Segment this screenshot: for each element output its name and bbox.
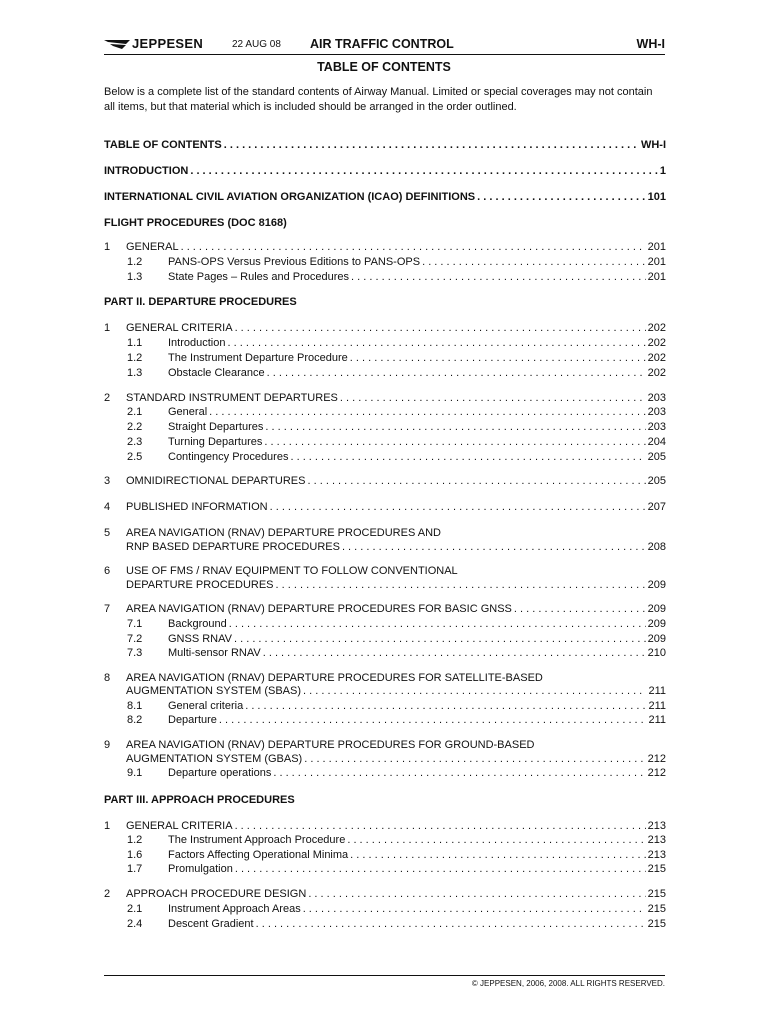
toc-entry-page: 211 — [648, 685, 666, 697]
toc-entry[interactable] — [104, 190, 666, 205]
toc-entry-page: 101 — [647, 191, 666, 203]
toc-entry[interactable] — [104, 819, 666, 834]
toc-entry-title: Obstacle Clearance — [168, 367, 265, 379]
toc-entry-page: 208 — [647, 541, 666, 553]
toc-entry-title: DEPARTURE PROCEDURES — [126, 579, 274, 591]
toc-entry-number: 9 — [104, 739, 111, 751]
toc-entry[interactable] — [104, 336, 666, 351]
toc-entry-title: The Instrument Departure Procedure — [168, 352, 348, 364]
toc-entry-page: 211 — [648, 700, 666, 712]
toc-entry-page: 205 — [647, 475, 666, 487]
toc-entry[interactable] — [104, 917, 666, 932]
brand-name: JEPPESEN — [132, 36, 204, 51]
toc-entry[interactable] — [104, 766, 666, 781]
toc-entry-title: INTERNATIONAL CIVIL AVIATION ORGANIZATION (ICAO) DEFINITIONS — [104, 191, 476, 203]
intro-paragraph: Below is a complete list of the standard contents of Airway Manual. Limited or special coverages may not contain all items, but that material which is included should be arranged in the order outlined. — [104, 86, 653, 113]
toc-entry-page: 213 — [647, 820, 666, 832]
toc-entry-title: Straight Departures — [168, 421, 264, 433]
toc-entry[interactable] — [104, 164, 666, 179]
toc-entry-title: GENERAL CRITERIA — [126, 820, 233, 832]
toc-entry-page: 212 — [647, 767, 666, 779]
toc-entry-number: 1 — [104, 322, 111, 334]
toc-entry-number: 1.2 — [127, 256, 143, 268]
toc-entry[interactable] — [104, 270, 666, 285]
section-heading: PART III. APPROACH PROCEDURES — [104, 794, 295, 806]
section-heading: FLIGHT PROCEDURES (DOC 8168) — [104, 217, 287, 229]
toc-entry-title: GENERAL CRITERIA — [126, 322, 233, 334]
toc-entry-title: Turning Departures — [168, 436, 263, 448]
toc-entry-line — [104, 526, 666, 541]
toc-entry-number: 2.1 — [127, 903, 143, 915]
toc-entry-number: 1.7 — [127, 863, 143, 875]
toc-entry-number: 1.6 — [127, 849, 143, 861]
toc-entry-page: 203 — [647, 392, 666, 404]
toc-entry[interactable] — [104, 420, 666, 435]
toc-entry-number: 2.4 — [127, 918, 143, 930]
toc-entry-title: Introduction — [168, 337, 226, 349]
toc-entry[interactable] — [104, 321, 666, 336]
toc-entry[interactable] — [104, 255, 666, 270]
toc-entry-title: PANS-OPS Versus Previous Editions to PANS-OPS — [168, 256, 421, 268]
toc-entry-line — [104, 738, 666, 753]
toc-entry-title-line1: AREA NAVIGATION (RNAV) DEPARTURE PROCEDURES AND — [126, 527, 441, 539]
copyright-footer: © JEPPESEN, 2006, 2008. ALL RIGHTS RESERVED. — [471, 979, 665, 988]
toc-entry-number: 2 — [104, 392, 111, 404]
toc-entry-number: 2.2 — [127, 421, 143, 433]
toc-entry-title: TABLE OF CONTENTS — [104, 139, 222, 151]
toc-entry-number: 8.1 — [127, 700, 143, 712]
toc-entry-title: AUGMENTATION SYSTEM (SBAS) — [126, 685, 301, 697]
toc-entry[interactable] — [104, 405, 666, 420]
toc-entry-page: 215 — [647, 918, 666, 930]
toc-entry-title-line1: USE OF FMS / RNAV EQUIPMENT TO FOLLOW CONVENTIONAL — [126, 565, 458, 577]
page-code: WH-I — [636, 37, 665, 51]
toc-entry-page: 215 — [647, 863, 666, 875]
toc-entry[interactable] — [104, 578, 666, 593]
toc-entry-number: 1.1 — [127, 337, 143, 349]
toc-entry-page: 209 — [647, 603, 666, 615]
toc-entry[interactable] — [104, 474, 666, 489]
toc-entry-title: Factors Affecting Operational Minima — [168, 849, 349, 861]
toc-entry-number: 8.2 — [127, 714, 143, 726]
toc-entry-number: 2.3 — [127, 436, 143, 448]
toc-entry-page: 215 — [647, 888, 666, 900]
toc-entry-title: GENERAL — [126, 241, 179, 253]
toc-entry-title: AREA NAVIGATION (RNAV) DEPARTURE PROCEDURES FOR BASIC GNSS — [126, 603, 512, 615]
header-date: 22 AUG 08 — [232, 39, 281, 50]
toc-entry-page: 204 — [647, 436, 666, 448]
toc-entry-title: Promulgation — [168, 863, 233, 875]
toc-entry[interactable] — [104, 617, 666, 632]
toc-entry-number: 1.2 — [127, 834, 143, 846]
page-header — [104, 34, 665, 55]
toc-entry-page: 202 — [647, 367, 666, 379]
footer-divider — [104, 975, 665, 976]
toc-entry-page: 1 — [659, 165, 666, 177]
toc-entry[interactable] — [104, 540, 666, 555]
toc-entry-number: 8 — [104, 672, 111, 684]
toc-entry-number: 7.2 — [127, 633, 143, 645]
toc-entry[interactable] — [104, 646, 666, 661]
toc-entry-title: Background — [168, 618, 227, 630]
toc-entry-page: 203 — [647, 406, 666, 418]
toc-entry-number: 7.3 — [127, 647, 143, 659]
toc-entry-title: APPROACH PROCEDURE DESIGN — [126, 888, 307, 900]
jeppesen-logo — [104, 36, 203, 51]
toc-entry-number: 2.1 — [127, 406, 143, 418]
toc-entry-title: General — [168, 406, 208, 418]
toc-entry-line — [104, 564, 666, 579]
toc-entry-page: 215 — [647, 903, 666, 915]
toc-entry-title: The Instrument Approach Procedure — [168, 834, 346, 846]
toc-entry-page: 201 — [647, 241, 666, 253]
toc-entry[interactable] — [104, 391, 666, 406]
toc-entry[interactable] — [104, 902, 666, 917]
toc-entry-page: 201 — [647, 256, 666, 268]
toc-entry-title-line1: AREA NAVIGATION (RNAV) DEPARTURE PROCEDURES FOR SATELLITE-BASED — [126, 672, 543, 684]
toc-entry-title: PUBLISHED INFORMATION — [126, 501, 268, 513]
toc-entry-number: 1.3 — [127, 271, 143, 283]
toc-entry-number: 9.1 — [127, 767, 143, 779]
toc-entry-title-line1: AREA NAVIGATION (RNAV) DEPARTURE PROCEDURES FOR GROUND-BASED — [126, 739, 535, 751]
toc-entry-title: Departure — [168, 714, 217, 726]
toc-entry[interactable] — [104, 450, 666, 465]
toc-entry[interactable] — [104, 500, 666, 515]
toc-entry-title: State Pages – Rules and Procedures — [168, 271, 350, 283]
toc-entry-number: 4 — [104, 501, 111, 513]
toc-entry[interactable] — [104, 833, 666, 848]
toc-entry[interactable] — [104, 848, 666, 863]
toc-entry-title: Contingency Procedures — [168, 451, 289, 463]
toc-entry-number: 1 — [104, 241, 111, 253]
toc-entry-page: 201 — [647, 271, 666, 283]
toc-entry-number: 7.1 — [127, 618, 143, 630]
toc-entry[interactable] — [104, 602, 666, 617]
toc-entry-page: 213 — [647, 849, 666, 861]
toc-entry[interactable] — [104, 138, 666, 153]
toc-entry-title: GNSS RNAV — [168, 633, 232, 645]
toc-entry-page: 212 — [647, 753, 666, 765]
toc-entry-title: STANDARD INSTRUMENT DEPARTURES — [126, 392, 338, 404]
toc-entry-title: OMNIDIRECTIONAL DEPARTURES — [126, 475, 306, 487]
toc-entry-title: AUGMENTATION SYSTEM (GBAS) — [126, 753, 303, 765]
toc-entry[interactable] — [104, 351, 666, 366]
header-title: AIR TRAFFIC CONTROL — [310, 37, 454, 51]
toc-entry[interactable] — [104, 713, 666, 728]
toc-entry[interactable] — [104, 366, 666, 381]
toc-entry-page: 209 — [647, 579, 666, 591]
toc-entry[interactable] — [104, 862, 666, 877]
toc-entry-number: 5 — [104, 527, 111, 539]
toc-entry-title: Departure operations — [168, 767, 272, 779]
toc-entry[interactable] — [104, 887, 666, 902]
toc-entry-number: 1.2 — [127, 352, 143, 364]
toc-entry-page: 202 — [647, 337, 666, 349]
toc-entry-number: 2.5 — [127, 451, 143, 463]
toc-entry-number: 1 — [104, 820, 111, 832]
toc-entry-number: 7 — [104, 603, 111, 615]
toc-entry-page: 209 — [647, 618, 666, 630]
toc-entry-number: 6 — [104, 565, 111, 577]
toc-entry-title: General criteria — [168, 700, 244, 712]
toc-entry-page: 207 — [647, 501, 666, 513]
toc-entry-number: 1.3 — [127, 367, 143, 379]
toc-entry-page: WH-I — [640, 139, 666, 151]
toc-entry-page: 205 — [647, 451, 666, 463]
toc-entry-title: Multi-sensor RNAV — [168, 647, 261, 659]
toc-entry-page: 209 — [647, 633, 666, 645]
toc-entry-page: 202 — [647, 352, 666, 364]
toc-entry[interactable] — [104, 240, 666, 255]
toc-entry-number: 3 — [104, 475, 111, 487]
jeppesen-wing-icon — [104, 38, 130, 50]
toc-entry[interactable] — [104, 435, 666, 450]
toc-entry-title: RNP BASED DEPARTURE PROCEDURES — [126, 541, 340, 553]
toc-entry[interactable] — [104, 684, 666, 699]
document-title: TABLE OF CONTENTS — [317, 60, 451, 74]
toc-entry-number: 2 — [104, 888, 111, 900]
toc-entry[interactable] — [104, 752, 666, 767]
toc-entry-title: Instrument Approach Areas — [168, 903, 301, 915]
toc-entry-page: 213 — [647, 834, 666, 846]
toc-entry-page: 202 — [647, 322, 666, 334]
toc-entry-page: 203 — [647, 421, 666, 433]
section-heading: PART II. DEPARTURE PROCEDURES — [104, 296, 297, 308]
toc-entry-title: INTRODUCTION — [104, 165, 189, 177]
toc-entry[interactable] — [104, 699, 666, 714]
toc-entry-page: 210 — [647, 647, 666, 659]
toc-entry-title: Descent Gradient — [168, 918, 254, 930]
toc-entry[interactable] — [104, 632, 666, 647]
toc-entry-page: 211 — [648, 714, 666, 726]
